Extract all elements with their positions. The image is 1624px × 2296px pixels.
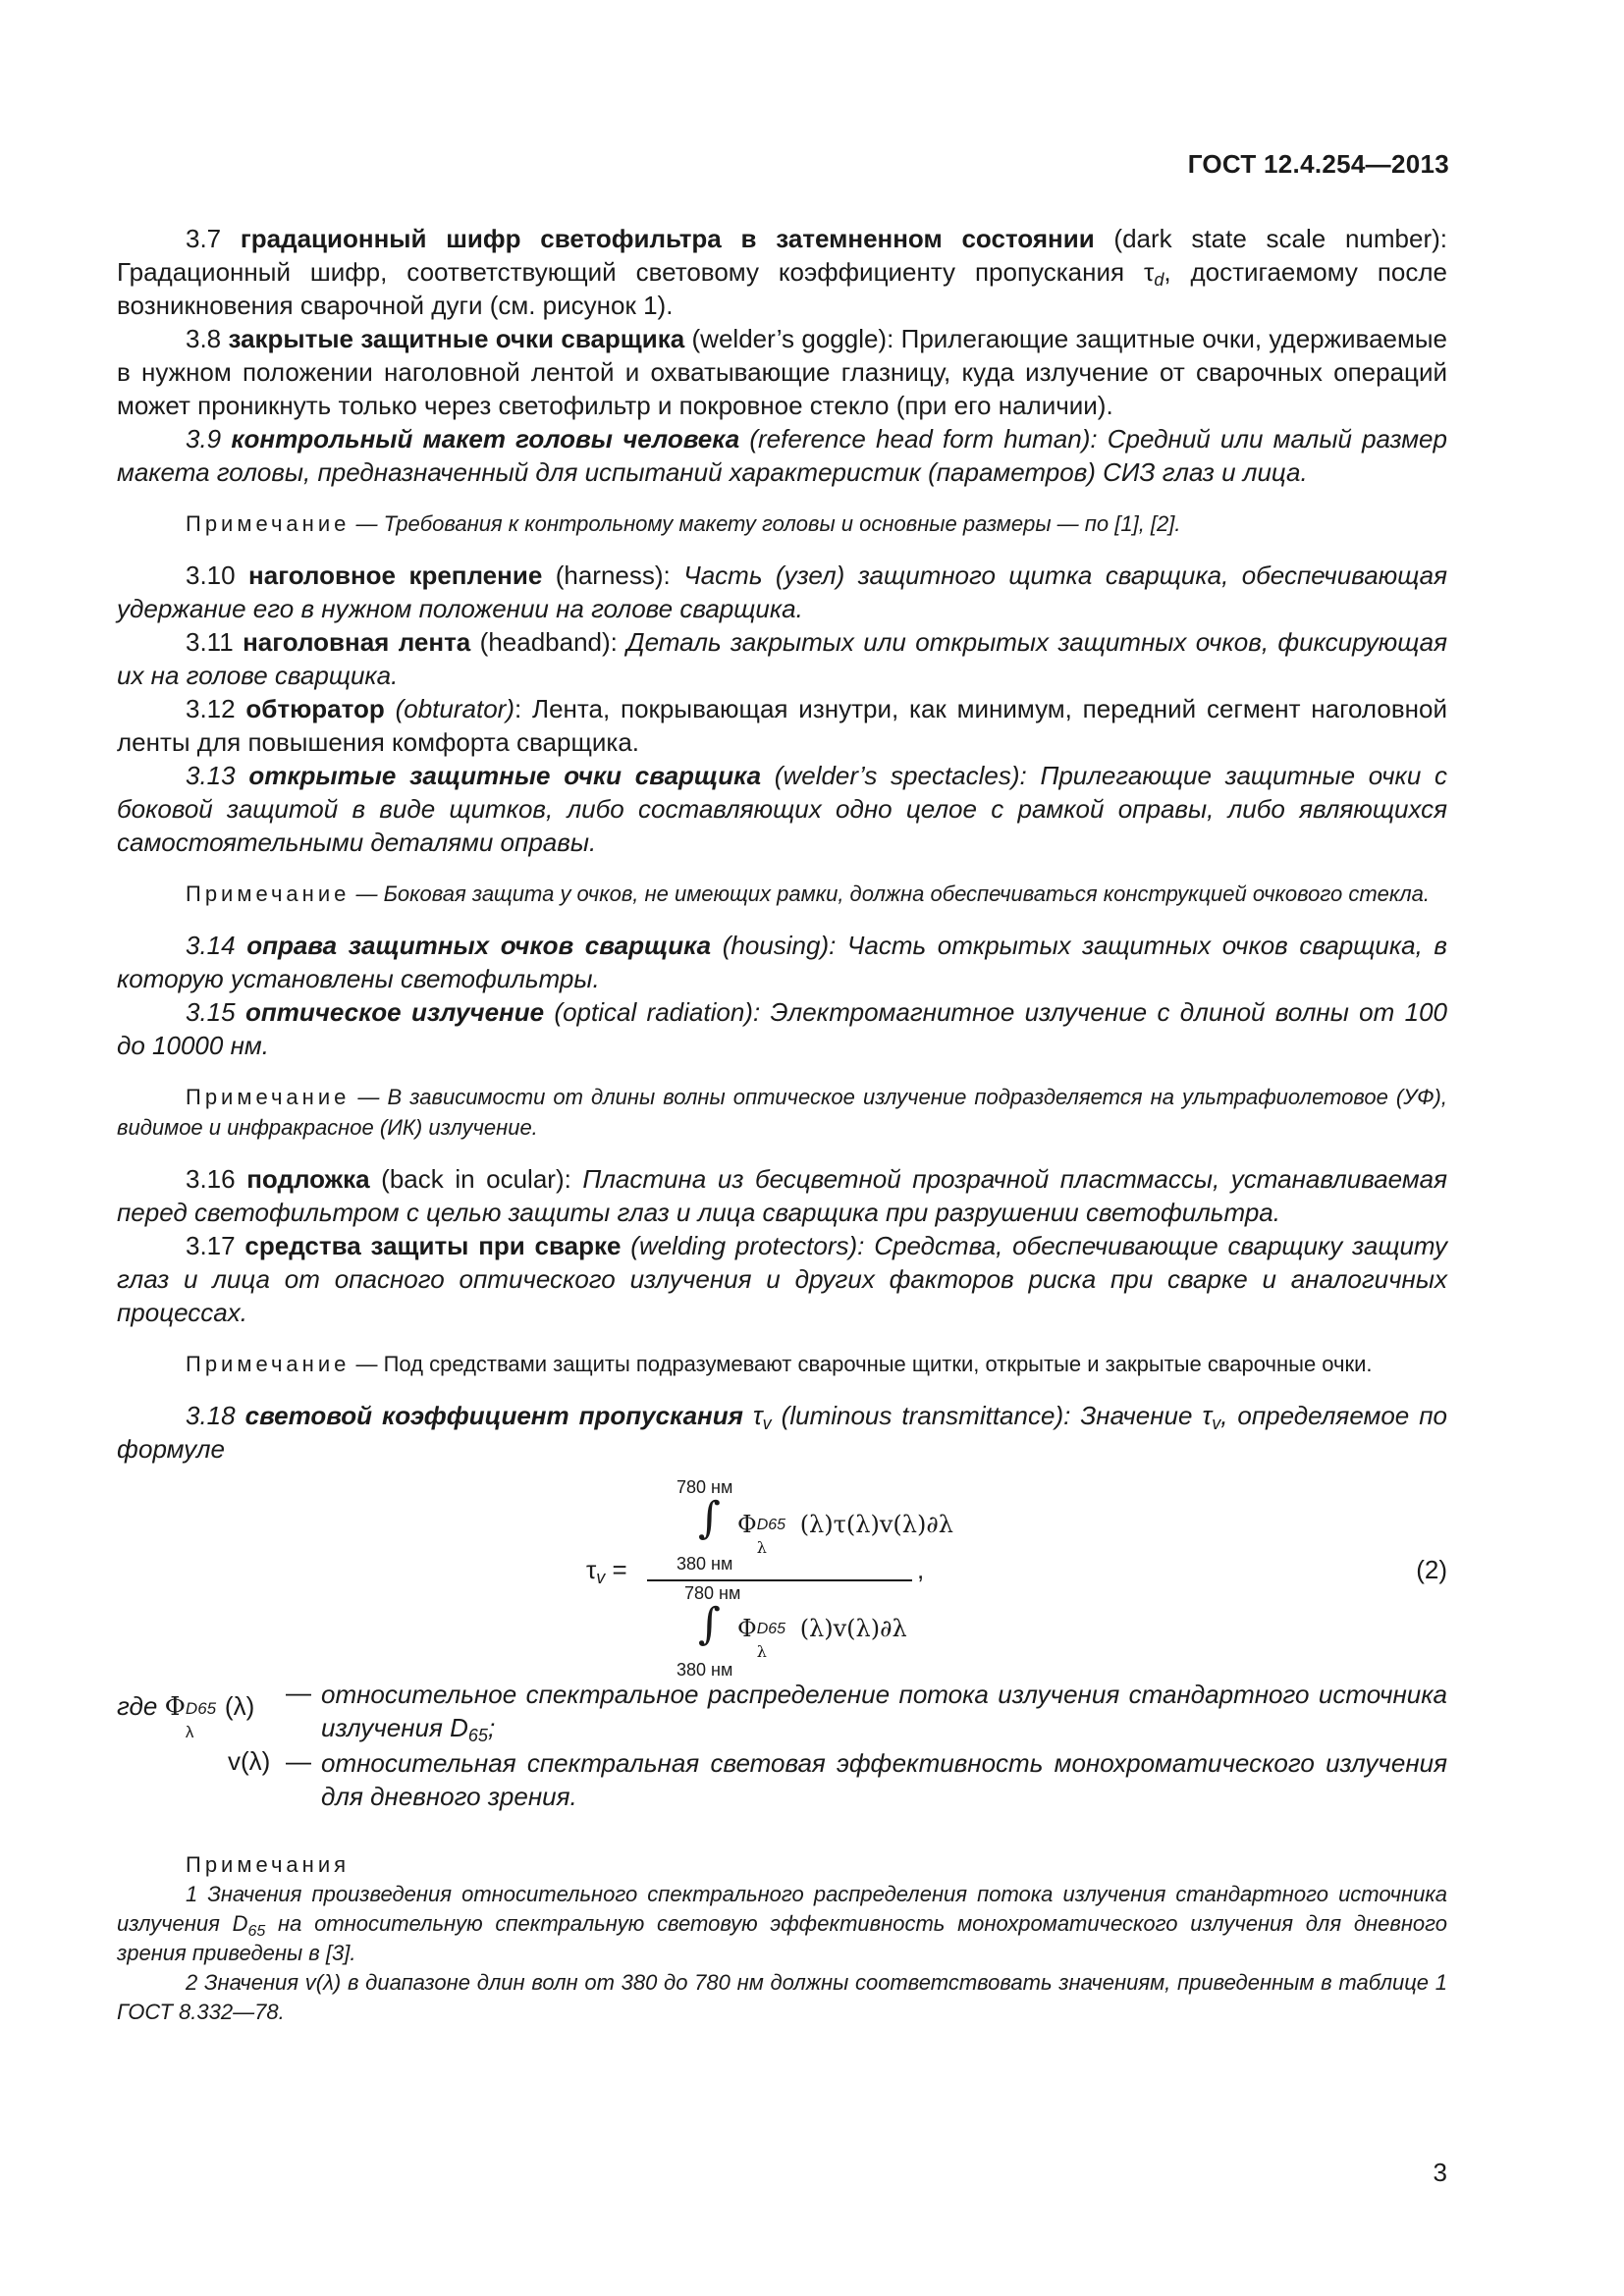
fraction-line: [647, 1579, 912, 1581]
phi-symbol: Φ: [737, 1615, 757, 1642]
integral-sign: ∫: [698, 1493, 721, 1543]
note-text: — Требования к контрольному макету головы и основные размеры — по [1], [2].: [350, 511, 1181, 536]
definition-text: Градационный шифр, соответствующий световому коэффициенту пропускания τ: [117, 257, 1155, 287]
clause-number: 3.18: [186, 1401, 236, 1430]
term: оптическое излучение: [244, 997, 545, 1027]
superscript: D65: [185, 1699, 217, 1718]
definition-3-11: [117, 625, 1447, 692]
superscript: D65: [756, 1517, 786, 1533]
dash: —: [286, 1746, 311, 1776]
numerator-integrand: [737, 1511, 953, 1557]
dash: —: [286, 1678, 311, 1707]
definition-3-12: [117, 692, 1447, 759]
term-english: (harness):: [542, 561, 684, 590]
term: средства защиты при сварке: [244, 1231, 622, 1260]
definition-text: Пластина из бесцветной прозрачной пластмассы, устанавливаемая перед светофильтром с целью защиты глаз и лица сварщика при разрушении светофильтра.: [117, 1164, 1447, 1227]
note-label: Примечание: [186, 1085, 351, 1109]
note-3-15: [117, 1082, 1447, 1143]
definition-v: относительная спектральная световая эффективность монохроматического излучения для дневного зрения.: [321, 1748, 1447, 1811]
definition-3-15: [117, 995, 1447, 1062]
note-text: — Боковая защита у очков, не имеющих рамки, должна обеспечиваться конструкцией очкового стекла.: [350, 881, 1431, 906]
subscript: λ: [756, 1642, 767, 1661]
lower-limit: 380 нм: [677, 1660, 733, 1680]
note-text: 1 Значения произведения относительного спектрального распределения потока излучения стандартного источника излучения D: [117, 1882, 1447, 1936]
superscript: D65: [756, 1621, 786, 1637]
subscript: v: [596, 1568, 606, 1587]
clause-number: 3.8: [186, 324, 222, 353]
formula-lhs: [586, 1555, 627, 1585]
subscript: λ: [185, 1723, 194, 1741]
definition-text: : Лента, покрывающая изнутри, как минимум, передний сегмент наголовной ленты для повышения комфорта сварщика.: [117, 694, 1447, 757]
definition-3-9: [117, 422, 1447, 489]
definition-text-cont: , определяемое по формуле: [117, 1401, 1447, 1464]
term-english: (welder’s goggle):: [684, 324, 901, 353]
clause-number: 3.14: [186, 931, 236, 960]
definition-text: Значение τ: [1080, 1401, 1213, 1430]
content-body: [117, 222, 1447, 2027]
notes-section: [117, 1850, 1447, 2027]
phi-symbol: Φ: [737, 1511, 757, 1538]
term-english: (welder’s spectacles):: [761, 761, 1041, 790]
term-english: (reference head form human):: [739, 424, 1108, 454]
term: подложка: [246, 1164, 370, 1194]
denominator-integrand: [737, 1615, 907, 1661]
clause-number: 3.17: [186, 1231, 236, 1260]
clause-number: 3.13: [186, 761, 236, 790]
term-english: (luminous transmittance):: [771, 1401, 1081, 1430]
term-english: (housing):: [711, 931, 847, 960]
term: наголовное крепление: [248, 561, 543, 590]
term: открытые защитные очки сварщика: [248, 761, 762, 790]
notes-label: Примечания: [186, 1852, 351, 1877]
term: закрытые защитные очки сварщика: [228, 324, 685, 353]
symbol-argument: (λ): [224, 1691, 255, 1721]
definition-phi: [321, 1678, 1447, 1744]
term-english: (dark state scale number):: [1094, 224, 1447, 253]
term-english: (obturator): [384, 694, 514, 723]
definition-text: Средства, обеспечивающие сварщику защиту глаз и лица от опасного оптического излучения и других факторов риска при сварке и аналогичных процессах.: [117, 1231, 1447, 1327]
definition-text: Прилегающие защитные очки с боковой защитой в виде щитков, либо составляющих одно целое с рамкой оправы, либо являющихся самостоятельными деталями оправы.: [117, 761, 1447, 857]
subscript: 65: [247, 1923, 266, 1940]
term: оправа защитных очков сварщика: [246, 931, 712, 960]
definition-text: Часть (узел) защитного щитка сварщика, обеспечивающая удержание его в нужном положении на голове сварщика.: [117, 561, 1447, 623]
standard-header: ГОСТ 12.4.254—2013: [1187, 149, 1449, 179]
symbol-v: v(λ): [228, 1746, 271, 1776]
note-3-17: [117, 1349, 1447, 1379]
note-1: [117, 1880, 1447, 1968]
subscript: v: [1212, 1414, 1221, 1433]
page-number: 3: [1433, 2158, 1447, 2187]
subscript: λ: [756, 1538, 767, 1557]
clause-number: 3.15: [186, 997, 236, 1027]
subscript: d: [1154, 270, 1164, 290]
subscript: 65: [467, 1726, 488, 1745]
definition-3-13: [117, 759, 1447, 859]
definition-text: Часть открытых защитных очков сварщика, в которую установлены светофильтры.: [117, 931, 1447, 993]
definition-text: Средний или малый размер макета головы, предназначенный для испытаний характеристик (параметров) СИЗ глаз и лица.: [117, 424, 1447, 487]
lower-limit: 380 нм: [677, 1554, 733, 1574]
term: контрольный макет головы человека: [231, 424, 740, 454]
term-english: (welding protectors):: [621, 1231, 875, 1260]
note-label: Примечание: [186, 1352, 351, 1376]
term-english: (back in ocular):: [369, 1164, 583, 1194]
clause-number: 3.7: [186, 224, 222, 253]
definition-text: Деталь закрытых или открытых защитных очков, фиксирующая их на голове сварщика.: [117, 627, 1447, 690]
definition-text: Прилегающие защитные очки, удерживаемые в нужном положении наголовной лентой и охватывающие глазницу, куда излучение от сварочных операций может проникнуть только через светофильтр и покровное стекло (при его наличии).: [117, 324, 1448, 420]
equals-sign: =: [605, 1555, 627, 1584]
clause-number: 3.12: [186, 694, 236, 723]
tau-symbol: τ: [742, 1401, 763, 1430]
term-english: (headband):: [470, 627, 627, 657]
term: наголовная лента: [243, 627, 471, 657]
definition-text-cont: , достигаемому после возникновения сварочной дуги (см. рисунок 1).: [117, 257, 1447, 320]
tau-symbol: τ: [586, 1555, 597, 1584]
definition-3-14: [117, 929, 1447, 995]
clause-number: 3.10: [186, 561, 236, 590]
definition-3-17: [117, 1229, 1447, 1329]
term: световой коэффициент пропускания: [244, 1401, 743, 1430]
note-text: — Под средствами защиты подразумевают сварочные щитки, открытые и закрытые сварочные очки.: [350, 1352, 1373, 1376]
definition-text: относительное спектральное распределение потока излучения стандартного источника излучения D: [321, 1680, 1447, 1742]
integrand-rest: (λ)τ(λ)v(λ)∂λ: [799, 1511, 953, 1538]
note-text: — В зависимости от длины волны оптическое излучение подразделяется на ультрафиолетовое (УФ), видимое и инфракрасное (ИК) излучение.: [117, 1085, 1447, 1140]
note-3-9: [117, 508, 1447, 539]
subscript: v: [762, 1414, 772, 1433]
definition-3-18: [117, 1399, 1447, 1466]
note-label: Примечание: [186, 881, 351, 906]
definition-3-10: [117, 559, 1447, 625]
symbol-phi: [117, 1691, 255, 1741]
definition-3-16: [117, 1162, 1447, 1229]
term: обтюратор: [245, 694, 385, 723]
formula-comma: ,: [917, 1555, 925, 1584]
definition-3-7: [117, 222, 1447, 322]
term-english: (optical radiation):: [544, 997, 771, 1027]
term: градационный шифр светофильтра в затемненном состоянии: [240, 224, 1095, 253]
definition-text: Электромагнитное излучение с длиной волны от 100 до 10000 нм.: [117, 997, 1447, 1060]
integral-sign: ∫: [698, 1599, 721, 1649]
definition-text-cont: ;: [487, 1713, 496, 1742]
note-2: 2 Значения v(λ) в диапазоне длин волн от 380 до 780 нм должны соответствовать значениям, приведенным в таблице 1 ГОСТ 8.332—78.: [117, 1970, 1447, 2024]
integrand-rest: (λ)v(λ)∂λ: [799, 1615, 907, 1642]
definition-3-8: [117, 322, 1447, 422]
where-prefix: где: [117, 1691, 165, 1721]
clause-number: 3.9: [186, 424, 222, 454]
note-3-13: [117, 879, 1447, 909]
clause-number: 3.16: [186, 1164, 236, 1194]
formula-2: [117, 1471, 1447, 1680]
clause-number: 3.11: [186, 627, 234, 657]
note-label: Примечание: [186, 511, 351, 536]
upper-limit: 780 нм: [684, 1583, 741, 1603]
note-text-cont: на относительную спектральную световую эффективность монохроматического излучения для дневного зрения приведены в [3].: [117, 1911, 1447, 1965]
phi-symbol: Φ: [164, 1692, 186, 1722]
upper-limit: 780 нм: [677, 1477, 733, 1497]
equation-number: (2): [1416, 1555, 1447, 1584]
symbol-definitions: [117, 1678, 1447, 1815]
